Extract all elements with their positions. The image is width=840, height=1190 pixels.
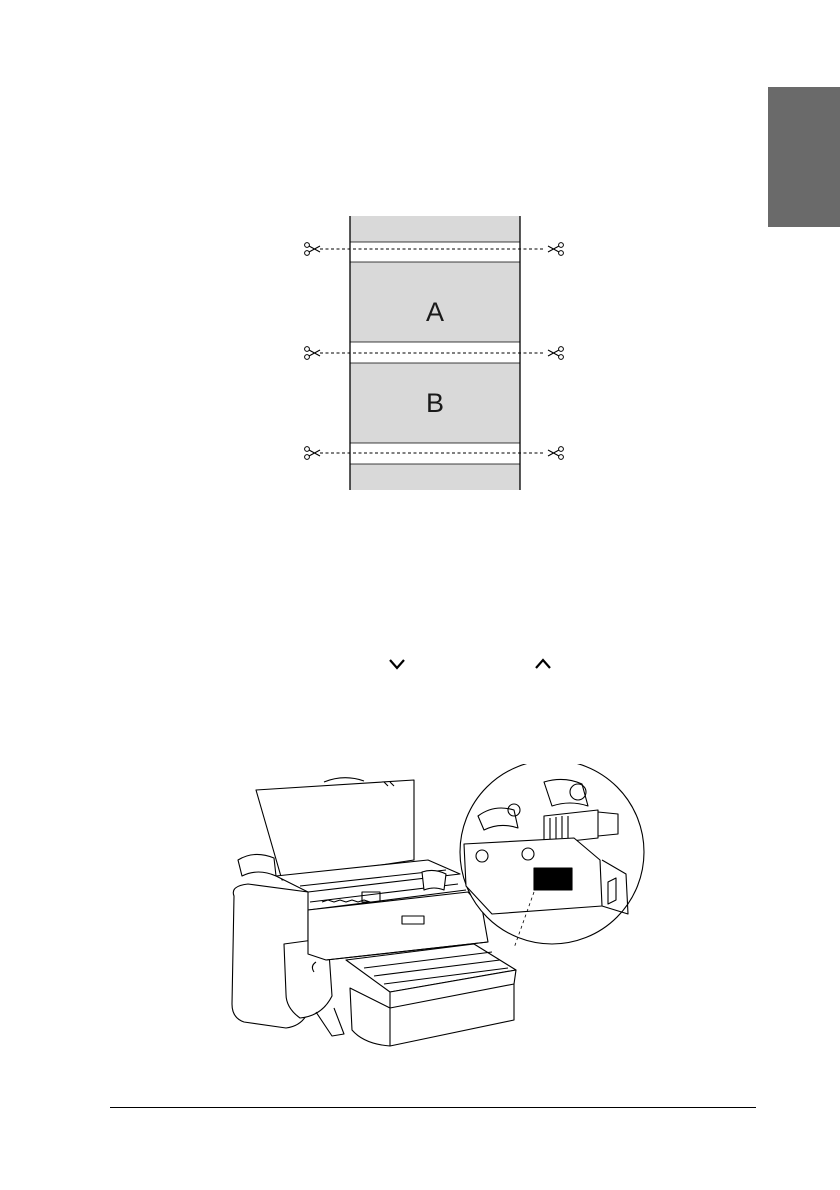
- label-a: A: [425, 297, 445, 327]
- scissors-icon: [305, 243, 320, 256]
- chevron-down-icon: [387, 654, 407, 674]
- paper-cut-diagram: [296, 212, 572, 490]
- section-side-tab: [768, 87, 840, 227]
- print-area-bottom: [350, 464, 520, 490]
- scissors-icon: [548, 347, 563, 360]
- scissors-icon: [305, 347, 320, 360]
- label-b: B: [425, 388, 445, 418]
- scissors-icon: [548, 447, 563, 460]
- scissors-icon: [305, 447, 320, 460]
- printer-illustration: [214, 764, 650, 1054]
- scissors-icon: [548, 243, 563, 256]
- chevron-up-icon: [533, 654, 553, 674]
- print-area-top: [350, 216, 520, 242]
- footer-rule: [110, 1107, 756, 1108]
